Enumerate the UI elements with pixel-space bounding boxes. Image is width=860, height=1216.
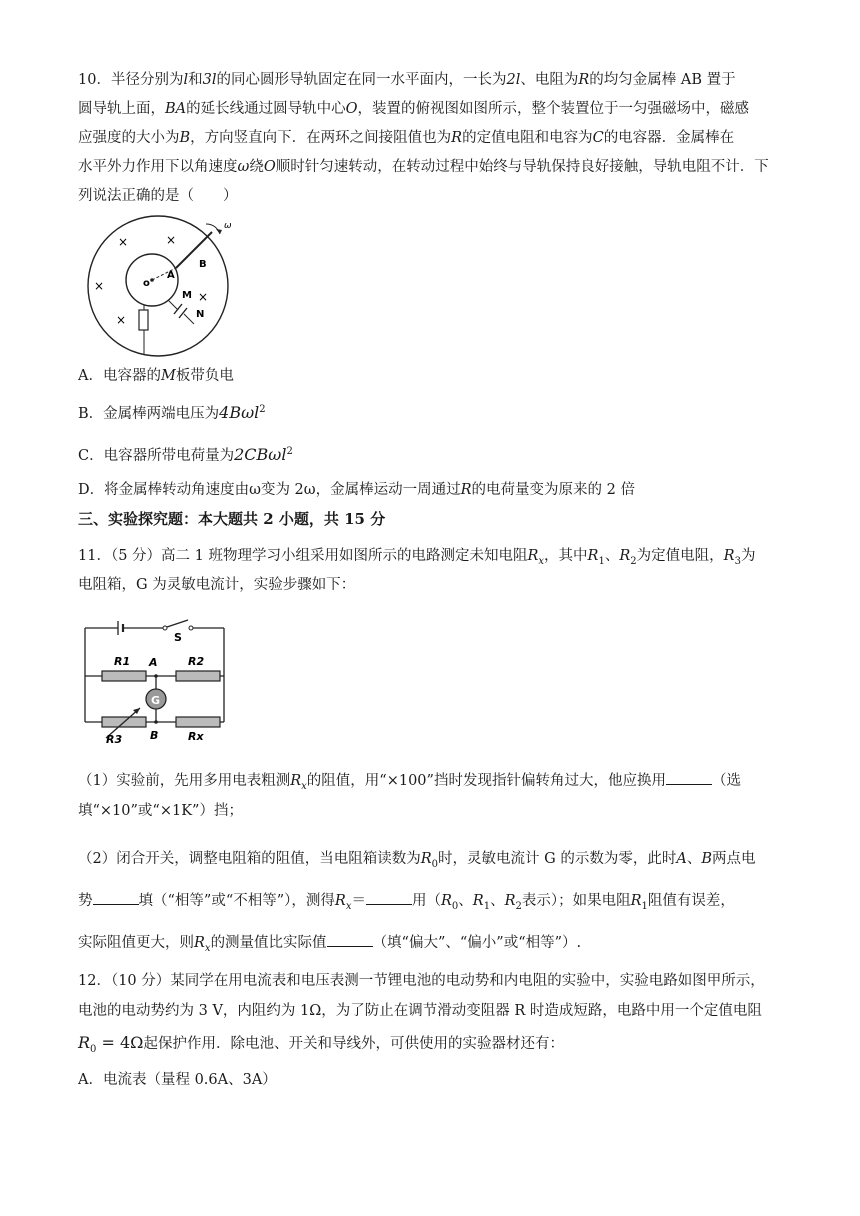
label-omega: ω [224, 221, 232, 231]
q12-stem-line3: $R_0 = 4\Omega$起保护作用．除电池、开关和导线外，可供使用的实验器材还有： [78, 1033, 564, 1055]
q10-option-d: D．将金属棒转动角速度由ω变为 2ω，金属棒运动一周通过R的电荷量变为原来的 2 倍 [78, 482, 635, 498]
answer-blank[interactable] [93, 890, 139, 905]
resistor-rx [176, 717, 220, 727]
q10-figure [78, 214, 238, 364]
label-g: G [151, 694, 161, 707]
label-rx: Rx [188, 730, 204, 743]
q10-option-b: B．金属棒两端电压为4Bωl$^2$ [78, 403, 266, 422]
q10-stem: 10．半径分别为l和3l的同心圆形导轨固定在同一水平面内，一长为2l、电阻为R的均匀金属棒 AB 置于 圆导轨上面，BA的延长线通过圆导轨中心O，装置的俯视图如图所示，整个装置位于一匀强磁场中，磁感 应强度的大小为B，方向竖直向下．在两环之间接阻值也为R的定值电阻和电容为C的电容器．金属棒在 水平外力作用下以角速度ω绕O顺时针匀速转动，在转动过程中始终与导轨保持良好接触，导轨电阻不计．下 列说法正确的是（ ） [78, 72, 769, 204]
field-cross: × [198, 290, 209, 304]
q12-option-a: A．电流表（量程 0.6A、3A） [78, 1072, 277, 1088]
cap-wire-1 [168, 300, 178, 310]
omega-arrowhead-icon [216, 229, 222, 234]
q10-option-c: C．电容器所带电荷量为2CBωl$^2$ [78, 445, 293, 464]
q11-step-1: （1）实验前，先用多用电表粗测$R_x$的阻值，用“×100”挡时发现指针偏转角过大，他应换用 （选 填“×10”或“×1K”）挡； [78, 766, 788, 826]
resistor-r1 [102, 671, 146, 681]
omega-arrow-icon [206, 224, 220, 234]
cap-plate-m [174, 304, 182, 314]
label-s: S [174, 631, 182, 644]
resistor-r2 [176, 671, 220, 681]
label-r1: R1 [114, 655, 131, 668]
switch-s [167, 620, 188, 627]
field-cross: × [118, 235, 129, 249]
q12-stem: 12．（10 分）某同学在用电流表和电压表测一节锂电池的电动势和内电阻的实验中，实验电路如图甲所示， 电池的电动势约为 3 V，内阻约为 1Ω，为了防止在调节滑动变阻器 R 时造成短路，电路中用一个定值电阻 [78, 973, 765, 1019]
label-b: B [150, 729, 159, 742]
cap-wire-2 [184, 314, 194, 324]
label-r2: R2 [188, 655, 205, 668]
switch-contact [189, 626, 193, 630]
field-cross: × [166, 233, 177, 247]
label-o: o [143, 278, 150, 289]
label-m: M [182, 290, 192, 301]
q11-stem: 11．（5 分）高二 1 班物理学习小组采用如图所示的电路测定未知电阻$R_x$，其中$R_1$、$R_2$为定值电阻，$R_3$为 电阻箱，G 为灵敏电流计，实验步骤如下： [78, 548, 756, 593]
label-a: A [167, 270, 175, 281]
q11-circuit [78, 616, 238, 746]
label-a: A [149, 656, 158, 669]
resistor-r [139, 310, 148, 330]
q11-step-2: （2）闭合开关，调整电阻箱的阻值，当电阻箱读数为$R_0$时，灵敏电流计 G 的示数为零，此时A、B两点电 势 填（“相等”或“不相等”），测得$R_x=$ 用（$R_0$、$R_1$、$R_2$表示）；如果电阻$R_1$阻值有误差， 实际阻值更大，则$R_x$的测量值比实际值 （填“偏大”、“偏小”或“相等”）. [78, 851, 756, 954]
label-n: N [196, 309, 205, 320]
label-r3: R3 [106, 733, 123, 746]
answer-blank[interactable] [666, 770, 712, 785]
answer-blank[interactable] [327, 932, 373, 947]
section-title: 三、实验探究题：本大题共 2 小题，共 15 分 [78, 510, 386, 528]
label-b: B [199, 259, 207, 270]
field-cross: × [116, 313, 127, 327]
field-cross: × [94, 279, 105, 293]
switch-pivot [163, 626, 167, 630]
q10-option-a: A．电容器的M板带负电 [78, 368, 234, 384]
answer-blank[interactable] [366, 890, 412, 905]
